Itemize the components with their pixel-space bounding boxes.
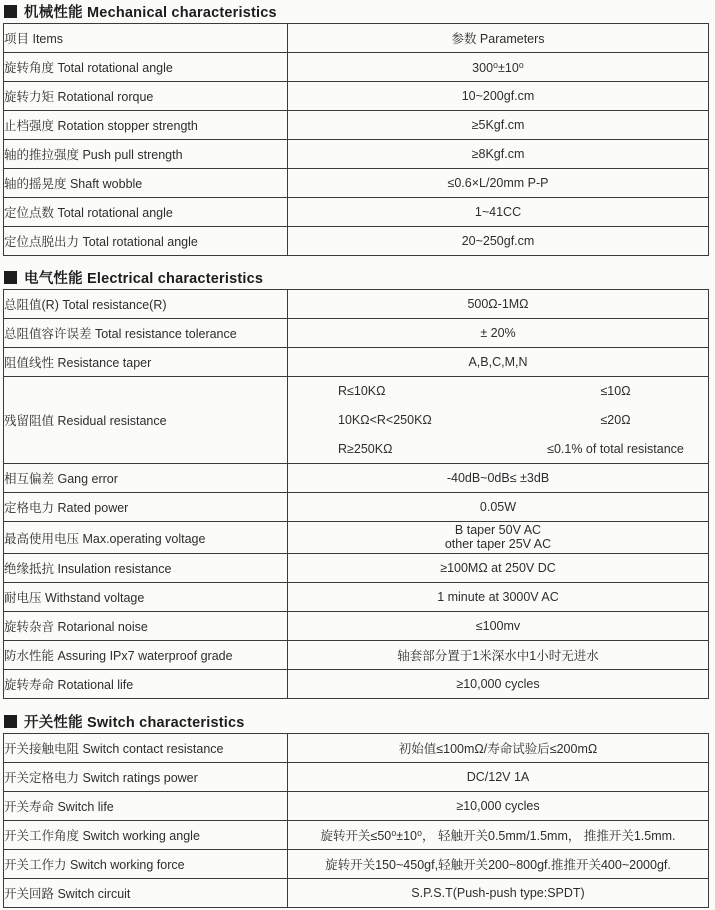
residual-sub-row	[288, 413, 708, 427]
row-value: DC/12V 1A	[288, 763, 709, 792]
row-label: 开关工作力 Switch working force	[4, 850, 288, 879]
row-label: 定格电力 Rated power	[4, 493, 288, 522]
table-row	[4, 348, 709, 377]
row-value: 20~250gf.cm	[288, 227, 709, 256]
table-row	[4, 670, 709, 699]
value-line: other taper 25V AC	[444, 536, 552, 551]
row-label: 阻值线性 Resistance taper	[4, 348, 288, 377]
row-label: 止档强度 Rotation stopper strength	[4, 111, 288, 140]
table-row	[4, 198, 709, 227]
value-line: B taper 50V AC	[454, 523, 542, 537]
residual-sub-table	[288, 377, 708, 463]
section-title-text: 电气性能 Electrical characteristics	[24, 271, 264, 287]
table-row	[4, 140, 709, 169]
table-header-row	[4, 24, 709, 53]
table-row	[4, 53, 709, 82]
row-label: 防水性能 Assuring IPx7 waterproof grade	[4, 641, 288, 670]
row-value: ≤0.6×L/20mm P-P	[288, 169, 709, 198]
row-label: 相互偏差 Gang error	[4, 464, 288, 493]
table-row	[4, 850, 709, 879]
row-value: ≥8Kgf.cm	[288, 140, 709, 169]
section-marker-icon	[4, 271, 17, 284]
table-body-switch	[4, 734, 709, 908]
row-value: 旋转开关150~450gf,轻触开关200~800gf.推推开关400~2000gf.	[288, 850, 709, 879]
row-value: 参数 Parameters	[288, 24, 709, 53]
residual-condition: R≤10KΩ	[338, 384, 386, 399]
table-body-mechanical	[4, 24, 709, 256]
table-row	[4, 493, 709, 522]
residual-value: ≤10Ω	[600, 384, 631, 399]
section-title-text: 机械性能 Mechanical characteristics	[24, 5, 277, 21]
row-label: 残留阻值 Residual resistance	[4, 377, 288, 464]
row-value: 旋转开关≤50⁰±10⁰， 轻触开关0.5mm/1.5mm， 推推开关1.5mm.	[288, 821, 709, 850]
row-value: 初始值≤100mΩ/寿命试验后≤200mΩ	[288, 734, 709, 763]
row-value: ± 20%	[288, 319, 709, 348]
row-value: 500Ω-1MΩ	[288, 290, 709, 319]
row-value: 轴套部分置于1米深水中1小时无进水	[288, 641, 709, 670]
table-row	[4, 583, 709, 612]
electrical-table	[3, 289, 709, 699]
table-row	[4, 641, 709, 670]
row-value: S.P.S.T(Push-push type:SPDT)	[288, 879, 709, 908]
table-row	[4, 111, 709, 140]
row-label: 旋转杂音 Rotarional noise	[4, 612, 288, 641]
row-value	[288, 522, 709, 554]
section-title-electrical	[4, 268, 711, 287]
table-row	[4, 82, 709, 111]
residual-condition: R≥250KΩ	[338, 441, 393, 456]
switch-table	[3, 733, 709, 908]
section-switch	[3, 712, 711, 908]
table-row	[4, 763, 709, 792]
row-label: 定位点脱出力 Total rotational angle	[4, 227, 288, 256]
row-label: 轴的推拉强度 Push pull strength	[4, 140, 288, 169]
row-value: ≤100mv	[288, 612, 709, 641]
row-label: 轴的摇晃度 Shaft wobble	[4, 169, 288, 198]
row-label: 开关回路 Switch circuit	[4, 879, 288, 908]
row-value: 0.05W	[288, 493, 709, 522]
table-row	[4, 612, 709, 641]
row-value: A,B,C,M,N	[288, 348, 709, 377]
row-value: -40dB~0dB≤ ±3dB	[288, 464, 709, 493]
row-value: ≥10,000 cycles	[288, 792, 709, 821]
table-row	[4, 464, 709, 493]
mechanical-table	[3, 23, 709, 256]
row-value: ≥100MΩ at 250V DC	[288, 554, 709, 583]
row-value: ≥5Kgf.cm	[288, 111, 709, 140]
row-label: 开关寿命 Switch life	[4, 792, 288, 821]
table-body-electrical	[4, 290, 709, 699]
table-row	[4, 377, 709, 464]
section-marker-icon	[4, 5, 17, 18]
table-row	[4, 879, 709, 908]
residual-sub-row	[288, 384, 708, 398]
residual-value: ≤20Ω	[600, 412, 631, 427]
table-row	[4, 290, 709, 319]
row-label: 旋转角度 Total rotational angle	[4, 53, 288, 82]
table-row	[4, 522, 709, 554]
residual-value: ≤0.1% of total resistance	[547, 441, 684, 456]
table-row	[4, 792, 709, 821]
section-electrical	[3, 268, 711, 699]
table-row	[4, 169, 709, 198]
row-label: 旋转寿命 Rotational life	[4, 670, 288, 699]
row-value: 300⁰±10⁰	[288, 53, 709, 82]
row-value	[288, 377, 709, 464]
table-row	[4, 821, 709, 850]
row-label: 开关工作角度 Switch working angle	[4, 821, 288, 850]
section-mechanical	[3, 2, 711, 256]
table-row	[4, 734, 709, 763]
row-value: ≥10,000 cycles	[288, 670, 709, 699]
row-label: 绝缘抵抗 Insulation resistance	[4, 554, 288, 583]
row-label: 开关接触电阻 Switch contact resistance	[4, 734, 288, 763]
row-value: 1 minute at 3000V AC	[288, 583, 709, 612]
residual-sub-row	[288, 442, 708, 456]
table-row	[4, 227, 709, 256]
section-marker-icon	[4, 715, 17, 728]
row-label: 旋转力矩 Rotational rorque	[4, 82, 288, 111]
row-label: 总阻值容许误差 Total resistance tolerance	[4, 319, 288, 348]
row-label: 定位点数 Total rotational angle	[4, 198, 288, 227]
row-label: 耐电压 Withstand voltage	[4, 583, 288, 612]
section-title-text: 开关性能 Switch characteristics	[24, 715, 245, 731]
row-label: 开关定格电力 Switch ratings power	[4, 763, 288, 792]
table-row	[4, 319, 709, 348]
section-title-switch	[4, 712, 711, 731]
table-row	[4, 554, 709, 583]
row-value: 10~200gf.cm	[288, 82, 709, 111]
row-label: 最高使用电压 Max.operating voltage	[4, 522, 288, 554]
residual-condition: 10KΩ<R<250KΩ	[338, 412, 432, 427]
row-label: 项目 Items	[4, 24, 288, 53]
section-title-mechanical	[4, 2, 711, 21]
row-value: 1~41CC	[288, 198, 709, 227]
row-label: 总阻值(R) Total resistance(R)	[4, 290, 288, 319]
